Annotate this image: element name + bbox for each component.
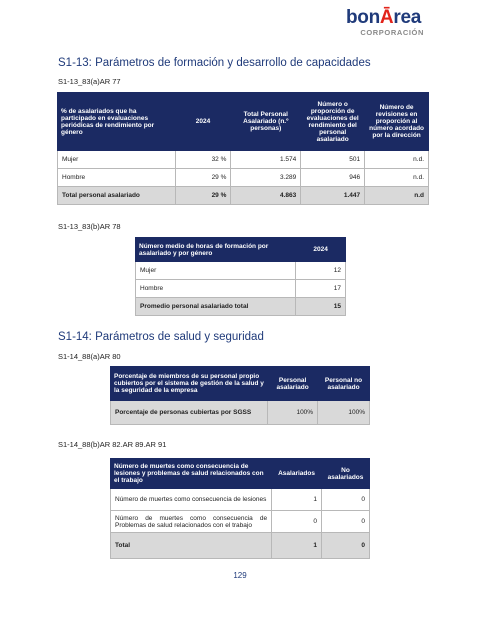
table-row [111, 511, 370, 533]
table-cell: n.d. [365, 169, 429, 187]
table-header: 2024 [296, 238, 346, 262]
logo-suffix: rea [393, 7, 421, 28]
table-row [136, 280, 346, 298]
table-cell: 100% [268, 401, 318, 425]
table-header: Porcentaje de miembros de su personal propio cubiertos por el sistema de gestión de la salud y la seguridad de la empresa [111, 367, 268, 401]
table-cell: 4.863 [231, 187, 301, 205]
table-cell: n.d. [365, 151, 429, 169]
table-header: No asalariados [322, 459, 370, 489]
table-cell: 1 [272, 533, 322, 559]
table-cell: 15 [296, 298, 346, 316]
table-total-row [136, 298, 346, 316]
section-title-s1-14: S1-14: Parámetros de salud y seguridad [58, 331, 264, 343]
table-row [58, 151, 429, 169]
table-row [58, 169, 429, 187]
table-cell: 1 [272, 489, 322, 511]
table-header: Número o proporción de evaluaciones del rendimiento del personal asalariado [301, 93, 365, 151]
table-cell: 0 [322, 533, 370, 559]
table-header: % de asalariados que ha participado en evaluaciones periódicas de rendimiento por género [58, 93, 176, 151]
table-cell: 29 % [175, 169, 231, 187]
reference-code: S1-13_83(b)AR 78 [58, 222, 121, 231]
table-row [111, 401, 370, 425]
reference-code: S1-14_88(a)AR 80 [58, 352, 121, 361]
table-cell: n.d [365, 187, 429, 205]
logo-accent: Ā [379, 7, 394, 28]
section-title-s1-13: S1-13: Parámetros de formación y desarrollo de capacidades [58, 57, 371, 69]
table-header: Personal asalariado [268, 367, 318, 401]
table-cell: Mujer [58, 151, 176, 169]
logo-subtitle: CORPORACIÓN [360, 28, 424, 37]
table-total-row [58, 187, 429, 205]
table-cell: 1.447 [301, 187, 365, 205]
logo-prefix: bon [346, 7, 380, 28]
table-work-related-deaths [110, 458, 370, 559]
table-cell: 32 % [175, 151, 231, 169]
table-cell: 0 [322, 489, 370, 511]
table-header: Número medio de horas de formación por asalariado y por género [136, 238, 296, 262]
table-cell: Total [111, 533, 272, 559]
table-header: Personal no asalariado [318, 367, 370, 401]
table-header: 2024 [175, 93, 231, 151]
table-cell: 501 [301, 151, 365, 169]
page-number: 129 [233, 571, 247, 580]
table-cell: Número de muertes como consecuencia de lesiones [111, 489, 272, 511]
table-cell: 3.289 [231, 169, 301, 187]
table-cell: 29 % [175, 187, 231, 205]
table-total-row [111, 533, 370, 559]
table-cell: Hombre [136, 280, 296, 298]
table-cell: 100% [318, 401, 370, 425]
table-training-hours [135, 237, 346, 316]
table-cell: Total personal asalariado [58, 187, 176, 205]
table-sgss-coverage [110, 366, 370, 425]
table-header: Total Personal Asalariado (n.º personas) [231, 93, 301, 151]
reference-code: S1-14_88(b)AR 82.AR 89.AR 91 [58, 440, 167, 449]
table-cell: Número de muertes como consecuencia de Problemas de salud relacionados con el trabajo [111, 511, 272, 533]
table-cell: 17 [296, 280, 346, 298]
table-cell: 1.574 [231, 151, 301, 169]
reference-code: S1-13_83(a)AR 77 [58, 77, 121, 86]
table-row [111, 489, 370, 511]
table-header: Asalariados [272, 459, 322, 489]
table-cell: Hombre [58, 169, 176, 187]
table-cell: 0 [322, 511, 370, 533]
table-cell: Porcentaje de personas cubiertas por SGSS [111, 401, 268, 425]
bonarea-logo [346, 8, 424, 38]
table-cell: 946 [301, 169, 365, 187]
table-header: Número de revisiones en proporción al número acordado por la dirección [365, 93, 429, 151]
table-cell: 12 [296, 262, 346, 280]
table-cell: Promedio personal asalariado total [136, 298, 296, 316]
table-header: Número de muertes como consecuencia de lesiones y problemas de salud relacionados con el trabajo [111, 459, 272, 489]
table-row [136, 262, 346, 280]
table-cell: 0 [272, 511, 322, 533]
table-performance-evaluations [57, 92, 429, 205]
table-cell: Mujer [136, 262, 296, 280]
